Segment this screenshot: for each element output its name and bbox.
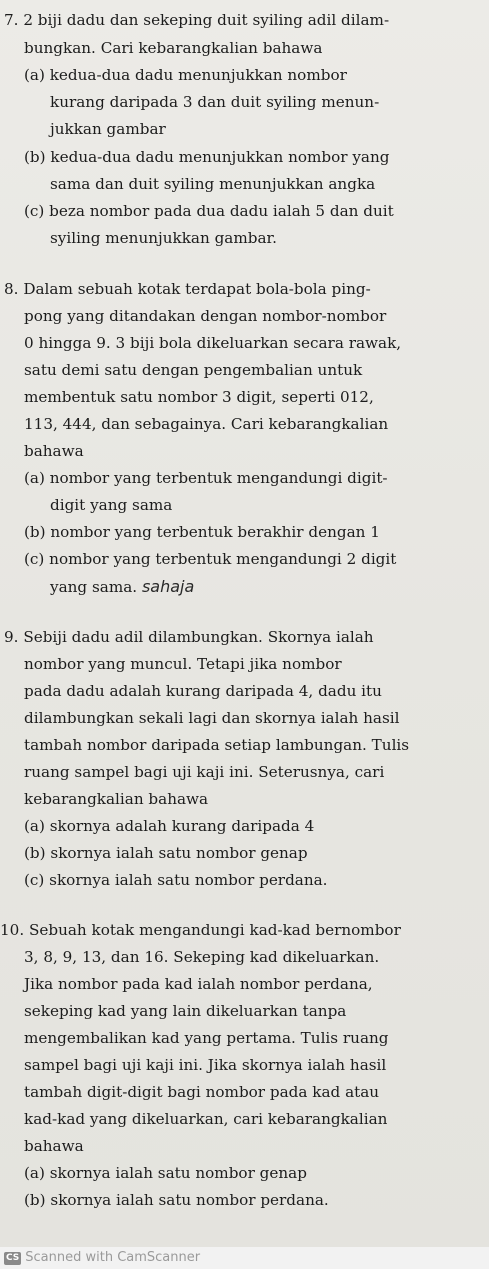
q8-part-a-line-2: digit yang sama: [50, 496, 173, 514]
q8-line-6: 113, 444, dan sebagainya. Cari kebarangkalian: [24, 415, 389, 433]
q9-line-4: dilambungkan sekali lagi dan skornya ialah hasil: [24, 709, 400, 727]
q9-line-5: tambah nombor daripada setiap lambungan. Tulis: [24, 736, 410, 754]
q8-part-c-line-2: yang sama. sahaja: [50, 577, 195, 596]
q8-part-a-line-1: (a) nombor yang terbentuk mengandungi digit-: [24, 469, 388, 487]
q9-line-7: kebarangkalian bahawa: [24, 790, 209, 808]
q10-line-8: kad-kad yang dikeluarkan, cari kebarangkalian: [24, 1110, 388, 1128]
q10-line-4: sekeping kad yang lain dikeluarkan tanpa: [24, 1002, 347, 1020]
q8-line-1: 8. Dalam sebuah kotak terdapat bola-bola ping-: [4, 280, 371, 298]
q10-line-2: 3, 8, 9, 13, dan 16. Sekeping kad dikeluarkan.: [24, 948, 380, 966]
q7-part-c-line-2: syiling menunjukkan gambar.: [50, 229, 277, 247]
q7-part-a-line-1: (a) kedua-dua dadu menunjukkan nombor: [24, 66, 347, 84]
q8-line-3: 0 hingga 9. 3 biji bola dikeluarkan secara rawak,: [24, 334, 402, 352]
q10-line-1: 10. Sebuah kotak mengandungi kad-kad bernombor: [0, 921, 401, 939]
q9-line-1: 9. Sebiji dadu adil dilambungkan. Skornya ialah: [4, 628, 374, 646]
q7-part-b-line-1: (b) kedua-dua dadu menunjukkan nombor yang: [24, 148, 390, 166]
q10-line-7: tambah digit-digit bagi nombor pada kad atau: [24, 1083, 380, 1101]
q7-part-c-line-1: (c) beza nombor pada dua dadu ialah 5 dan duit: [24, 202, 394, 220]
q9-line-6: ruang sampel bagi uji kaji ini. Seterusnya, cari: [24, 763, 385, 781]
q9-part-c: (c) skornya ialah satu nombor perdana.: [24, 871, 328, 889]
q8-line-5: membentuk satu nombor 3 digit, seperti 012,: [24, 388, 374, 406]
q10-line-9: bahawa: [24, 1137, 84, 1155]
q8-line-7: bahawa: [24, 442, 84, 460]
q7-line-2: bungkan. Cari kebarangkalian bahawa: [24, 39, 323, 57]
camscanner-logo-icon: CS: [6, 1252, 20, 1263]
q8-line-4: satu demi satu dengan pengembalian untuk: [24, 361, 363, 379]
q10-line-5: mengembalikan kad yang pertama. Tulis ruang: [24, 1029, 389, 1047]
q10-part-a: (a) skornya ialah satu nombor genap: [24, 1164, 307, 1182]
q9-line-3: pada dadu adalah kurang daripada 4, dadu itu: [24, 682, 382, 700]
q9-part-b: (b) skornya ialah satu nombor genap: [24, 844, 308, 862]
q10-line-3: Jika nombor pada kad ialah nombor perdana,: [24, 975, 373, 993]
q8-line-2: pong yang ditandakan dengan nombor-nombor: [24, 307, 387, 325]
watermark-text: Scanned with CamScanner: [25, 1250, 201, 1266]
q7-part-a-line-3: jukkan gambar: [50, 120, 166, 138]
q9-part-a: (a) skornya adalah kurang daripada 4: [24, 817, 315, 835]
q10-part-b: (b) skornya ialah satu nombor perdana.: [24, 1191, 329, 1209]
q7-part-b-line-2: sama dan duit syiling menunjukkan angka: [50, 175, 376, 193]
camscanner-watermark: [0, 1247, 489, 1269]
q7-line-1: 7. 2 biji dadu dan sekeping duit syiling adil dilam-: [4, 11, 390, 29]
q9-line-2: nombor yang muncul. Tetapi jika nombor: [24, 655, 342, 673]
q8-part-c-line-1: (c) nombor yang terbentuk mengandungi 2 digit: [24, 550, 397, 568]
q10-line-6: sampel bagi uji kaji ini. Jika skornya ialah hasil: [24, 1056, 387, 1074]
q7-part-a-line-2: kurang daripada 3 dan duit syiling menun-: [50, 93, 380, 111]
q8-part-b-line-1: (b) nombor yang terbentuk berakhir dengan 1: [24, 523, 380, 541]
handwritten-annotation: sahaja: [141, 577, 195, 596]
